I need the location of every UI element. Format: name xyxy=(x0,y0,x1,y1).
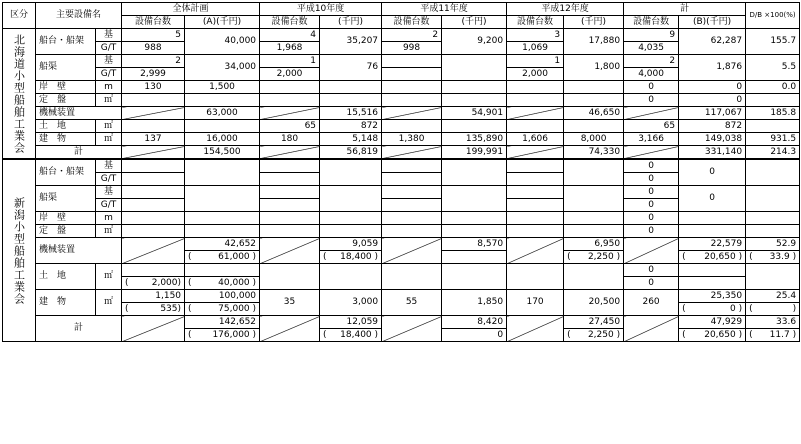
table-row xyxy=(3,264,800,277)
cell: 9,059 xyxy=(320,238,382,251)
col-sen: (千円) xyxy=(564,16,624,29)
cell: 42,652 xyxy=(185,238,260,251)
cell: 56,819 xyxy=(320,146,382,160)
cell: 22,579 xyxy=(679,238,746,251)
unit: ㎡ xyxy=(96,264,122,290)
cell: 2 xyxy=(122,55,185,68)
cell: 2 xyxy=(624,55,679,68)
row-name: 定 盤 xyxy=(36,94,96,107)
cell: 2,000 xyxy=(507,68,564,81)
cell: 74,330 xyxy=(564,146,624,160)
unit: G/T xyxy=(96,173,122,186)
row-name: 機械装置 xyxy=(36,238,122,264)
cell: 25.4 xyxy=(746,290,800,303)
cell: 3 xyxy=(507,29,564,42)
cell: 0 xyxy=(679,81,746,94)
table-row: ( 535) ( 75,000 ) ( 0 ) ( ) xyxy=(3,303,800,316)
row-name: 岸 壁 xyxy=(36,212,96,225)
unit: G/T xyxy=(96,42,122,55)
cell: 9 xyxy=(624,29,679,42)
header-kei: 計 xyxy=(624,3,746,16)
header-setsubi-mei: 主要設備名 xyxy=(36,3,122,29)
cell: 1,800 xyxy=(564,55,624,81)
cell: 872 xyxy=(679,120,746,133)
cell: 46,650 xyxy=(564,107,624,120)
unit: m xyxy=(96,81,122,94)
cell: 155.7 xyxy=(746,29,800,55)
cell: 75,000 xyxy=(218,303,250,314)
cell: 130 xyxy=(122,81,185,94)
cell: 8,570 xyxy=(442,238,507,251)
header-h11: 平成11年度 xyxy=(382,3,507,16)
cell: 137 xyxy=(122,133,185,146)
cell: 65 xyxy=(624,120,679,133)
table-row xyxy=(3,290,800,303)
cell: 142,652 xyxy=(185,316,260,329)
table-row xyxy=(3,120,800,133)
table-row xyxy=(3,94,800,107)
cell: 40,000 xyxy=(185,29,260,55)
cell: 0 xyxy=(624,173,679,186)
cell: 20,650 xyxy=(704,251,736,262)
row-name: 機械装置 xyxy=(36,107,122,120)
cell: 1,069 xyxy=(507,42,564,55)
cell: 16,000 xyxy=(185,133,260,146)
cell: 2,250 xyxy=(587,329,614,340)
cell: 47,929 xyxy=(679,316,746,329)
cell: 33.9 xyxy=(769,251,790,262)
cell: 35,207 xyxy=(320,29,382,55)
cell: 214.3 xyxy=(746,146,800,160)
table-row xyxy=(3,238,800,251)
cell: 0 xyxy=(624,225,679,238)
cell xyxy=(442,55,507,81)
unit: 基 xyxy=(96,186,122,199)
cell: 0 xyxy=(624,277,679,290)
cell: 27,450 xyxy=(564,316,624,329)
cell: 20,650 xyxy=(704,329,736,340)
unit: 基 xyxy=(96,55,122,68)
cell: 2,999 xyxy=(122,68,185,81)
cell: 0 xyxy=(624,199,679,212)
unit: 基 xyxy=(96,29,122,42)
table-row xyxy=(3,29,800,42)
cell: 0 xyxy=(679,186,746,212)
cell: 0 xyxy=(729,303,736,314)
header-kubun: 区分 xyxy=(3,3,36,29)
cell: 149,038 xyxy=(679,133,746,146)
col-sen: (千円) xyxy=(442,16,507,29)
cell: 1,500 xyxy=(185,81,260,94)
table-row xyxy=(3,55,800,68)
table-row: ( 2,000) ( 40,000 ) 0 xyxy=(3,277,800,290)
unit: ㎡ xyxy=(96,290,122,316)
col-daisu: 設備台数 xyxy=(122,16,185,29)
section-label-hokkaido: 北海道小型船舶工業会 xyxy=(3,29,36,160)
row-name: 定 盤 xyxy=(36,225,96,238)
cell: 1 xyxy=(507,55,564,68)
row-name: 船台・船架 xyxy=(36,159,96,186)
cell: 4,035 xyxy=(624,42,679,55)
unit: G/T xyxy=(96,199,122,212)
cell: 2,000 xyxy=(260,68,320,81)
cell: 65 xyxy=(260,120,320,133)
cell: 0 xyxy=(679,94,746,107)
header-zentai: 全体計画 xyxy=(122,3,260,16)
cell: 1,606 xyxy=(507,133,564,146)
cell: 17,880 xyxy=(564,29,624,55)
cell: 180 xyxy=(260,133,320,146)
cell: 170 xyxy=(507,290,564,316)
cell: 0 xyxy=(624,81,679,94)
unit: m xyxy=(96,212,122,225)
cell: 1 xyxy=(260,55,320,68)
table-row xyxy=(3,107,800,120)
cell: 176,000 xyxy=(212,329,250,340)
cell: 0 xyxy=(442,329,507,342)
table-row xyxy=(3,133,800,146)
cell: 8,000 xyxy=(564,133,624,146)
row-name: 岸 壁 xyxy=(36,81,96,94)
cell: 25,350 xyxy=(679,290,746,303)
unit: ㎡ xyxy=(96,225,122,238)
cell: 872 xyxy=(320,120,382,133)
row-name: 建 物 xyxy=(36,290,96,316)
section-label-niigata: 新潟小型船舶工業会 xyxy=(3,159,36,342)
table-row xyxy=(3,316,800,329)
cell: 0 xyxy=(679,159,746,186)
table-row xyxy=(3,146,800,160)
col-daisu: 設備台数 xyxy=(624,16,679,29)
unit: 基 xyxy=(96,159,122,173)
cell: 117,067 xyxy=(679,107,746,120)
col-daisu: 設備台数 xyxy=(507,16,564,29)
cell: 0 xyxy=(624,186,679,199)
cell xyxy=(382,68,442,81)
cell: 998 xyxy=(382,42,442,55)
cell: 12,059 xyxy=(320,316,382,329)
table-row xyxy=(3,186,800,199)
cell: 135,890 xyxy=(442,133,507,146)
cell: 185.8 xyxy=(746,107,800,120)
cell: 260 xyxy=(624,290,679,316)
cell: 18,400 xyxy=(340,329,372,340)
cell: 2,250 xyxy=(587,251,614,262)
cell: 34,000 xyxy=(185,55,260,81)
equipment-table xyxy=(2,2,800,342)
cell: 0 xyxy=(624,159,679,173)
header-ratio: D/B ×100(%) xyxy=(746,3,800,29)
cell: 1,380 xyxy=(382,133,442,146)
cell: 18,400 xyxy=(340,251,372,262)
table-row xyxy=(3,81,800,94)
header-h12: 平成12年度 xyxy=(507,3,624,16)
row-name: 船台・船架 xyxy=(36,29,96,55)
cell: 931.5 xyxy=(746,133,800,146)
cell: 63,000 xyxy=(185,107,260,120)
col-sen: (千円) xyxy=(320,16,382,29)
cell: 535 xyxy=(160,303,178,314)
table-row: ( 61,000 ) ( 18,400 ) ( 2,250 ) ( 20,650 ) ( 33.9 ) xyxy=(3,251,800,264)
cell: 0 xyxy=(624,94,679,107)
row-name: 計 xyxy=(36,146,122,160)
cell: 55 xyxy=(382,290,442,316)
col-b: (B)(千円) xyxy=(679,16,746,29)
table-row xyxy=(3,225,800,238)
cell: 100,000 xyxy=(185,290,260,303)
cell: 6,950 xyxy=(564,238,624,251)
col-daisu: 設備台数 xyxy=(260,16,320,29)
cell: 61,000 xyxy=(218,251,250,262)
cell: 20,500 xyxy=(564,290,624,316)
cell: 1,150 xyxy=(122,290,185,303)
cell: 52.9 xyxy=(746,238,800,251)
cell xyxy=(382,55,442,68)
unit: G/T xyxy=(96,68,122,81)
cell: 4,000 xyxy=(624,68,679,81)
cell: 0 xyxy=(624,212,679,225)
cell: 0.0 xyxy=(746,81,800,94)
cell: 0 xyxy=(624,264,679,277)
unit: ㎡ xyxy=(96,94,122,107)
row-name: 計 xyxy=(36,316,122,342)
cell: 2,000 xyxy=(151,277,178,288)
table-row xyxy=(3,212,800,225)
table-row xyxy=(3,159,800,173)
cell: 1,968 xyxy=(260,42,320,55)
cell: 33.6 xyxy=(746,316,800,329)
cell: 9,200 xyxy=(442,29,507,55)
cell: 35 xyxy=(260,290,320,316)
cell: 4 xyxy=(260,29,320,42)
cell: 1,876 xyxy=(679,55,746,81)
cell: 5 xyxy=(122,29,185,42)
cell: 54,901 xyxy=(442,107,507,120)
cell: 2 xyxy=(382,29,442,42)
cell: 1,850 xyxy=(442,290,507,316)
cell: 11.7 xyxy=(769,329,790,340)
row-name: 船渠 xyxy=(36,55,96,81)
cell: 154,500 xyxy=(185,146,260,160)
cell: 3,000 xyxy=(320,290,382,316)
cell: 988 xyxy=(122,42,185,55)
cell: 15,516 xyxy=(320,107,382,120)
unit: ㎡ xyxy=(96,120,122,133)
row-name: 土 地 xyxy=(36,120,96,133)
header-h10: 平成10年度 xyxy=(260,3,382,16)
cell: 3,166 xyxy=(624,133,679,146)
col-a: (A)(千円) xyxy=(185,16,260,29)
cell: 62,287 xyxy=(679,29,746,55)
cell: 5,148 xyxy=(320,133,382,146)
col-daisu: 設備台数 xyxy=(382,16,442,29)
cell: 199,991 xyxy=(442,146,507,160)
cell: 40,000 xyxy=(218,277,250,288)
row-name: 建 物 xyxy=(36,133,96,146)
row-name: 船渠 xyxy=(36,186,96,212)
cell: 331,140 xyxy=(679,146,746,160)
cell: 8,420 xyxy=(442,316,507,329)
unit: ㎡ xyxy=(96,133,122,146)
row-name: 土 地 xyxy=(36,264,96,290)
cell: 76 xyxy=(320,55,382,81)
cell: 5.5 xyxy=(746,55,800,81)
table-row: ( 176,000 ) ( 18,400 ) 0 ( 2,250 ) ( 20,650 ) ( 11.7 ) xyxy=(3,329,800,342)
